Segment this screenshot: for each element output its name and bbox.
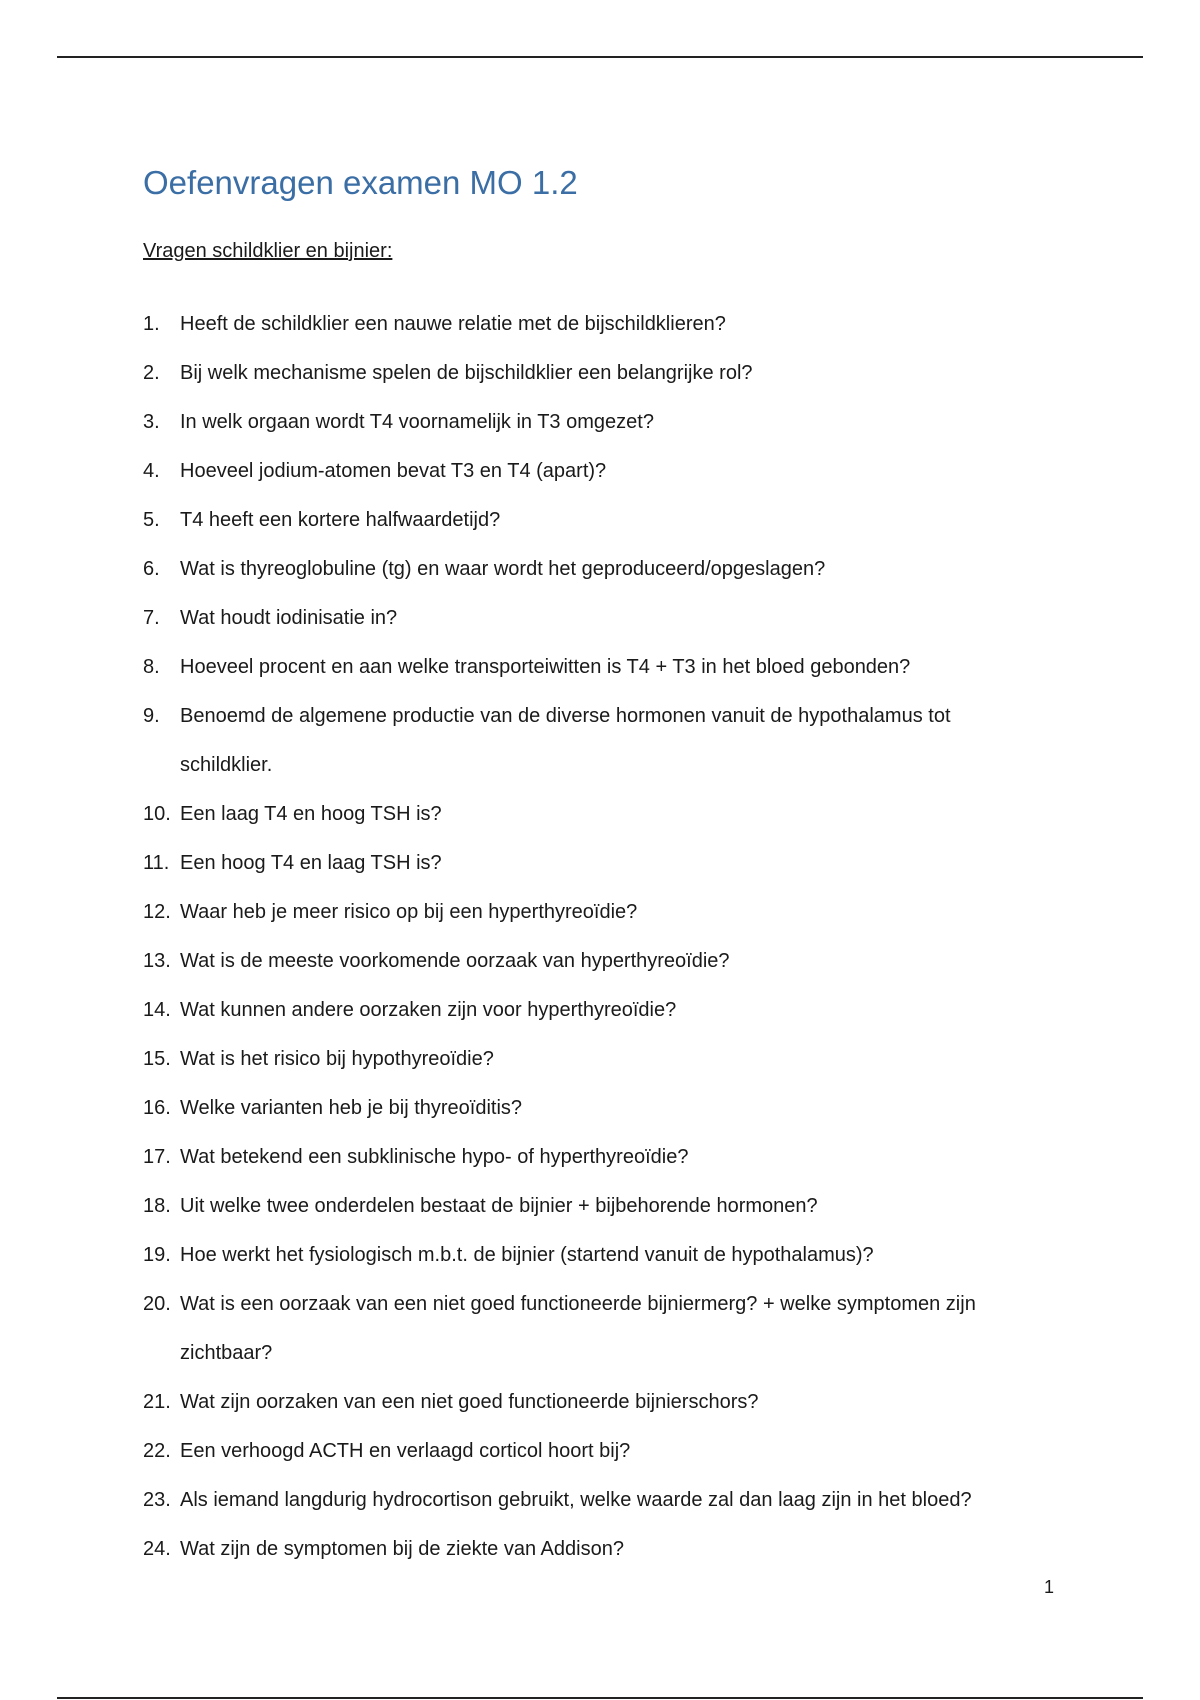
question-text: Hoeveel procent en aan welke transporteiwitten is T4 + T3 in het bloed gebonden?	[180, 656, 911, 678]
question-item	[143, 1035, 1043, 1084]
question-item	[143, 398, 1043, 447]
question-item	[143, 496, 1043, 545]
question-number: 15.	[143, 1048, 171, 1070]
question-text: Wat kunnen andere oorzaken zijn voor hyperthyreoïdie?	[180, 999, 677, 1021]
question-text: Wat is thyreoglobuline (tg) en waar wordt het geproduceerd/opgeslagen?	[180, 558, 826, 580]
question-item	[143, 986, 1043, 1035]
question-text: Heeft de schildklier een nauwe relatie met de bijschildklieren?	[180, 313, 726, 335]
question-number: 10.	[143, 803, 171, 825]
question-item	[143, 1182, 1043, 1231]
question-item	[143, 1084, 1043, 1133]
question-number: 3.	[143, 411, 160, 433]
question-number: 23.	[143, 1489, 171, 1511]
question-text: Bij welk mechanisme spelen de bijschildklier een belangrijke rol?	[180, 362, 753, 384]
question-text: Hoe werkt het fysiologisch m.b.t. de bijnier (startend vanuit de hypothalamus)?	[180, 1244, 874, 1266]
question-item	[143, 1525, 1043, 1574]
question-text: Wat is het risico bij hypothyreoïdie?	[180, 1048, 494, 1070]
document-title: Oefenvragen examen MO 1.2	[143, 164, 578, 201]
question-number: 21.	[143, 1391, 171, 1413]
question-item	[143, 1476, 1043, 1525]
question-item	[143, 839, 1043, 888]
question-item	[143, 349, 1043, 398]
question-text: Uit welke twee onderdelen bestaat de bijnier + bijbehorende hormonen?	[180, 1195, 818, 1217]
question-text: T4 heeft een kortere halfwaardetijd?	[180, 509, 501, 531]
question-text: Wat is een oorzaak van een niet goed functioneerde bijniermerg? + welke symptomen zijn zichtbaar?	[180, 1293, 976, 1364]
header-rule	[57, 56, 1143, 58]
question-number: 2.	[143, 362, 160, 384]
question-number: 22.	[143, 1440, 171, 1462]
question-number: 17.	[143, 1146, 171, 1168]
question-number: 24.	[143, 1538, 171, 1560]
question-item	[143, 888, 1043, 937]
question-list	[143, 300, 1043, 1574]
question-text: Waar heb je meer risico op bij een hyperthyreoïdie?	[180, 901, 638, 923]
question-number: 5.	[143, 509, 160, 531]
question-number: 8.	[143, 656, 160, 678]
question-text: Wat houdt iodinisatie in?	[180, 607, 398, 629]
question-number: 6.	[143, 558, 160, 580]
question-number: 14.	[143, 999, 171, 1021]
question-item	[143, 1280, 1043, 1378]
question-number: 4.	[143, 460, 160, 482]
question-number: 18.	[143, 1195, 171, 1217]
question-item	[143, 1427, 1043, 1476]
question-text: Een hoog T4 en laag TSH is?	[180, 852, 442, 874]
question-item	[143, 692, 1043, 790]
section-subtitle: Vragen schildklier en bijnier:	[143, 240, 393, 262]
question-item	[143, 1378, 1043, 1427]
question-number: 12.	[143, 901, 171, 923]
question-number: 16.	[143, 1097, 171, 1119]
question-text: Wat betekend een subklinische hypo- of hyperthyreoïdie?	[180, 1146, 689, 1168]
question-number: 1.	[143, 313, 160, 335]
question-item	[143, 594, 1043, 643]
question-item	[143, 447, 1043, 496]
question-text: Een verhoogd ACTH en verlaagd corticol hoort bij?	[180, 1440, 631, 1462]
question-item	[143, 545, 1043, 594]
question-item	[143, 937, 1043, 986]
question-item	[143, 1133, 1043, 1182]
question-number: 13.	[143, 950, 171, 972]
question-text: Wat is de meeste voorkomende oorzaak van hyperthyreoïdie?	[180, 950, 730, 972]
question-text: Wat zijn de symptomen bij de ziekte van Addison?	[180, 1538, 624, 1560]
question-number: 11.	[143, 852, 170, 874]
question-text: Een laag T4 en hoog TSH is?	[180, 803, 442, 825]
question-item	[143, 643, 1043, 692]
footer-rule	[57, 1697, 1143, 1699]
question-text: Hoeveel jodium-atomen bevat T3 en T4 (apart)?	[180, 460, 607, 482]
question-item	[143, 1231, 1043, 1280]
question-item	[143, 790, 1043, 839]
question-text: In welk orgaan wordt T4 voornamelijk in T3 omgezet?	[180, 411, 654, 433]
question-text: Als iemand langdurig hydrocortison gebruikt, welke waarde zal dan laag zijn in het bloed?	[180, 1489, 972, 1511]
question-text: Benoemd de algemene productie van de diverse hormonen vanuit de hypothalamus tot schildklier.	[180, 705, 951, 776]
page-number: 1	[1044, 1577, 1055, 1597]
question-text: Wat zijn oorzaken van een niet goed functioneerde bijnierschors?	[180, 1391, 759, 1413]
question-number: 20.	[143, 1293, 171, 1315]
question-number: 9.	[143, 705, 160, 727]
question-number: 19.	[143, 1244, 171, 1266]
question-number: 7.	[143, 607, 160, 629]
question-item	[143, 300, 1043, 349]
question-text: Welke varianten heb je bij thyreoïditis?	[180, 1097, 523, 1119]
